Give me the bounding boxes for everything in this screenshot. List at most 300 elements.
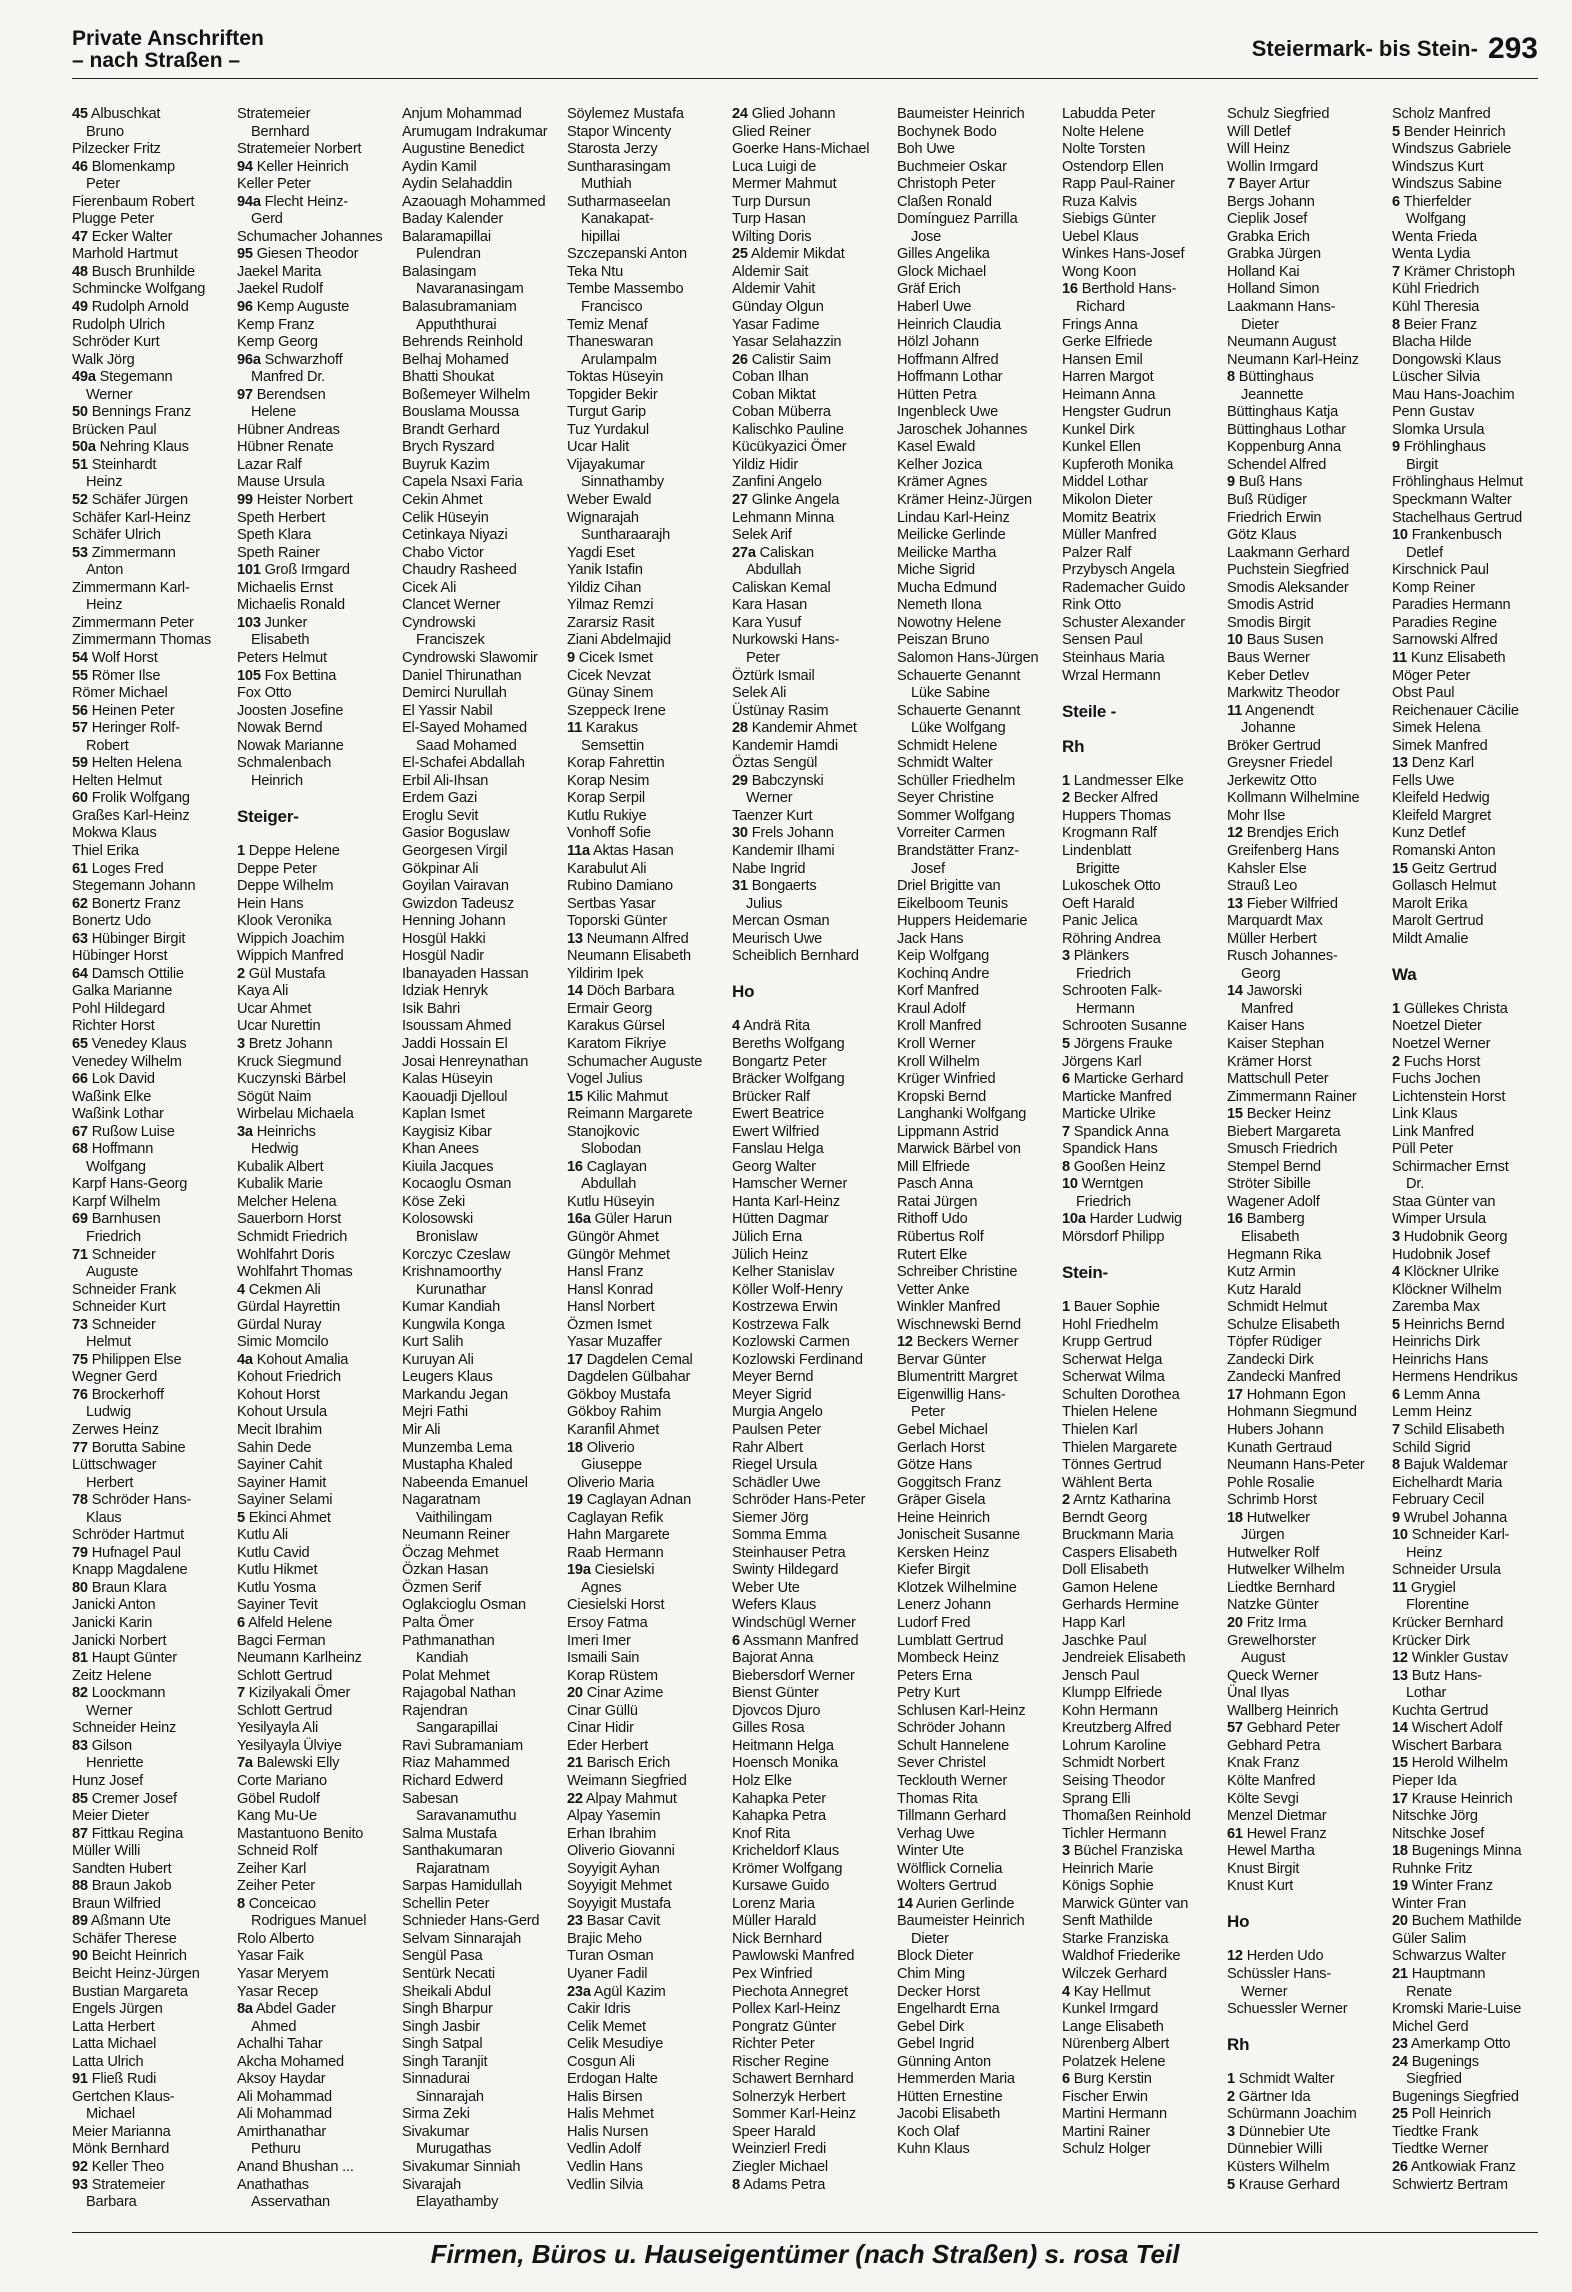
- resident-entry: 50a Nehring Klaus: [72, 439, 189, 456]
- resident-entry: Steinhaus Maria: [1062, 649, 1165, 666]
- resident-entry: Krämer Horst: [1227, 1053, 1312, 1070]
- resident-entry: 47 Ecker Walter: [72, 228, 173, 245]
- resident-entry: Bouslama Moussa: [402, 404, 520, 421]
- resident-entry: Winkes Hans-Josef: [1062, 246, 1185, 263]
- house-number: 46: [72, 158, 88, 175]
- resident-entry: Siemer Jörg: [732, 1509, 809, 1526]
- resident-entry: Büttinghaus Katja: [1227, 404, 1338, 421]
- resident-entry: Hölzl Johann: [897, 334, 979, 351]
- resident-entry: Kraul Adolf: [897, 1000, 966, 1017]
- resident-entry: Yanik Istafin: [567, 562, 643, 579]
- resident-entry: Celik Mesudiye: [567, 2036, 664, 2053]
- house-number: 96: [237, 299, 253, 316]
- house-number: 10: [1392, 1527, 1408, 1544]
- resident-entry: Sayiner Cahit: [237, 1457, 323, 1474]
- resident-entry: Schwiertz Bertram: [1392, 2176, 1508, 2193]
- resident-entry: Zaremba Max: [1392, 1299, 1480, 1316]
- resident-name-continued: Brigitte: [1076, 860, 1120, 877]
- resident-entry: Kemp Franz: [237, 316, 315, 333]
- resident-entry: Meilicke Martha: [897, 544, 997, 561]
- resident-entry: Mause Ursula: [237, 474, 325, 491]
- resident-entry: 6 Alfeld Helene: [237, 1615, 333, 1632]
- resident-entry: Wilting Doris: [732, 228, 812, 245]
- resident-name-continued: Anton: [86, 562, 124, 579]
- resident-entry: Will Heinz: [1227, 141, 1290, 158]
- resident-entry: Yasar Recep: [237, 1983, 319, 2000]
- resident-entry: Sutharmaseelan: [567, 193, 671, 210]
- resident-entry: 16 Caglayan: [567, 1158, 647, 1175]
- resident-entry: Müller Herbert: [1227, 930, 1317, 947]
- resident-entry: Janicki Karin: [72, 1615, 153, 1632]
- house-number: 6: [1392, 1386, 1400, 1403]
- directory-columns: [72, 106, 1544, 2211]
- resident-entry: Knust Birgit: [1227, 1860, 1300, 1877]
- resident-entry: 8 Adams Petra: [732, 2176, 826, 2193]
- house-number: 21: [567, 1755, 583, 1772]
- resident-entry: Reimann Margarete: [567, 1106, 693, 1123]
- resident-entry: 57 Heringer Rolf-: [72, 720, 180, 737]
- resident-entry: 53 Zimmermann: [72, 544, 176, 561]
- resident-entry: Kroll Wilhelm: [897, 1053, 980, 1070]
- resident-entry: Suntharasingam: [567, 158, 671, 175]
- resident-entry: Hohmann Siegmund: [1227, 1404, 1357, 1421]
- resident-entry: Soyyigit Ayhan: [567, 1860, 660, 1877]
- resident-entry: Siebigs Günter: [1062, 211, 1156, 228]
- resident-entry: Georg Walter: [732, 1158, 816, 1175]
- resident-entry: 16 Bamberg: [1227, 1211, 1305, 1228]
- resident-entry: Hutwelker Wilhelm: [1227, 1562, 1345, 1579]
- street-heading: Ho: [732, 982, 755, 1002]
- directory-column-6: [897, 106, 1060, 2188]
- resident-entry: 50 Bennings Franz: [72, 404, 192, 421]
- resident-entry: Bräcker Wolfgang: [732, 1071, 845, 1088]
- resident-name-continued: Elayathamby: [416, 2194, 499, 2211]
- resident-entry: Momitz Beatrix: [1062, 509, 1156, 526]
- house-number: 15: [1227, 1106, 1243, 1123]
- resident-entry: Gökboy Rahim: [567, 1404, 662, 1421]
- resident-entry: Göbel Rudolf: [237, 1790, 320, 1807]
- resident-entry: Steinhauser Petra: [732, 1544, 846, 1561]
- house-number: 27: [732, 492, 748, 509]
- resident-entry: Erhan Ibrahim: [567, 1825, 657, 1842]
- resident-entry: Jendreiek Elisabeth: [1062, 1650, 1186, 1667]
- resident-entry: Mastantuono Benito: [237, 1825, 364, 1842]
- resident-entry: Deppe Peter: [237, 860, 317, 877]
- house-number: 49: [72, 299, 88, 316]
- resident-entry: Hubers Johann: [1227, 1422, 1324, 1439]
- resident-entry: 13 Butz Hans-: [1392, 1667, 1482, 1684]
- house-number: 4: [1392, 1264, 1400, 1281]
- house-number: 92: [72, 2158, 88, 2175]
- resident-entry: 91 Fließ Rudi: [72, 2071, 157, 2088]
- resident-entry: Windszus Kurt: [1392, 158, 1484, 175]
- resident-entry: Rübertus Rolf: [897, 1229, 984, 1245]
- resident-name-continued: Vaithilingam: [416, 1509, 493, 1526]
- resident-entry: Hoensch Monika: [732, 1755, 838, 1772]
- resident-entry: Scherwat Wilma: [1062, 1369, 1165, 1386]
- resident-entry: Heinrichs Hans: [1392, 1351, 1489, 1368]
- resident-entry: Stratemeier Norbert: [237, 141, 362, 158]
- resident-entry: 10 Frankenbusch: [1392, 527, 1502, 544]
- house-number: 11: [1392, 1579, 1408, 1596]
- resident-entry: Will Detlef: [1227, 123, 1291, 140]
- resident-entry: Uyaner Fadil: [567, 1965, 648, 1982]
- resident-entry: Cetinkaya Niyazi: [402, 527, 508, 544]
- resident-entry: Puchstein Siegfried: [1227, 562, 1349, 579]
- resident-entry: Yagdi Eset: [567, 544, 635, 561]
- resident-entry: Meier Dieter: [72, 1808, 150, 1825]
- resident-entry: Vedlin Silvia: [567, 2176, 644, 2193]
- resident-name-continued: Barbara: [86, 2194, 137, 2211]
- resident-entry: Wischnewski Bernd: [897, 1316, 1021, 1333]
- house-number: 25: [732, 246, 748, 263]
- resident-entry: Arumugam Indrakumar: [402, 123, 548, 140]
- resident-entry: Sommer Karl-Heinz: [732, 2106, 856, 2123]
- resident-entry: Kricheldorf Klaus: [732, 1843, 839, 1860]
- resident-entry: Simek Manfred: [1392, 737, 1488, 754]
- resident-entry: Zandecki Manfred: [1227, 1369, 1341, 1386]
- resident-entry: Baday Kalender: [402, 211, 504, 228]
- page-footer-note: Firmen, Büros u. Hauseigentümer (nach Straßen) s. rosa Teil: [72, 2232, 1538, 2270]
- resident-entry: Eichelhardt Maria: [1392, 1474, 1503, 1491]
- house-number: 13: [1392, 755, 1408, 772]
- resident-entry: 1 Deppe Helene: [237, 842, 340, 859]
- resident-entry: 9 Fröhlinghaus: [1392, 439, 1486, 456]
- resident-entry: Fells Uwe: [1392, 772, 1455, 789]
- resident-entry: Vonhoff Sofie: [567, 825, 651, 842]
- resident-entry: Schröder Hartmut: [72, 1527, 184, 1544]
- resident-entry: Kang Mu-Ue: [237, 1808, 317, 1825]
- resident-entry: Büttinghaus Lothar: [1227, 421, 1346, 438]
- resident-entry: 49 Rudolph Arnold: [72, 299, 189, 316]
- resident-name-continued: Birgit: [1406, 456, 1439, 473]
- resident-entry: Ünal Ilyas: [1227, 1685, 1290, 1702]
- resident-entry: Ewert Wilfried: [732, 1123, 820, 1140]
- resident-name-continued: Florentine: [1406, 1597, 1469, 1614]
- resident-entry: Pathmanathan: [402, 1632, 495, 1649]
- resident-name-continued: Bernhard: [251, 123, 310, 140]
- resident-entry: Hutwelker Rolf: [1227, 1544, 1320, 1561]
- resident-entry: Hütten Ernestine: [897, 2088, 1003, 2105]
- resident-entry: 4 Klöckner Ulrike: [1392, 1264, 1499, 1281]
- resident-name-continued: Elisabeth: [251, 632, 310, 649]
- resident-entry: Knof Rita: [732, 1825, 791, 1842]
- resident-entry: Ludorf Fred: [897, 1615, 971, 1632]
- house-number: 7: [1392, 263, 1400, 280]
- resident-entry: Balasubramaniam: [402, 299, 517, 316]
- resident-entry: Windschügl Werner: [732, 1615, 856, 1632]
- resident-entry: 5 Krause Gerhard: [1227, 2176, 1340, 2193]
- house-number: 51: [72, 456, 88, 473]
- resident-entry: Aksoy Haydar: [237, 2071, 326, 2088]
- resident-entry: Rink Otto: [1062, 597, 1122, 614]
- resident-entry: Yildirim Ipek: [567, 965, 644, 982]
- resident-entry: 17 Krause Heinrich: [1392, 1790, 1513, 1807]
- resident-entry: Spandick Hans: [1062, 1141, 1158, 1158]
- resident-entry: Lüttschwager: [72, 1457, 157, 1474]
- resident-entry: Menzel Dietmar: [1227, 1808, 1327, 1825]
- resident-name-continued: Friedrich: [1076, 965, 1131, 982]
- resident-entry: Zimmermann Peter: [72, 614, 194, 631]
- resident-entry: Zeiher Karl: [237, 1860, 307, 1877]
- resident-entry: Henning Johann: [402, 913, 506, 930]
- resident-entry: Holz Elke: [732, 1772, 792, 1789]
- resident-entry: Thomaßen Reinhold: [1062, 1808, 1191, 1825]
- spacer: [1062, 755, 1225, 773]
- resident-entry: Kubalik Marie: [237, 1176, 323, 1193]
- house-number: 6: [237, 1615, 245, 1632]
- resident-entry: Sivarajah: [402, 2176, 462, 2193]
- resident-entry: Knapp Magdalene: [72, 1562, 188, 1579]
- resident-entry: Kara Hasan: [732, 597, 808, 614]
- resident-entry: Kaiser Hans: [1227, 1018, 1305, 1035]
- house-number: 95: [237, 246, 253, 263]
- resident-entry: Klumpp Elfriede: [1062, 1685, 1163, 1702]
- resident-entry: 2 Gärtner Ida: [1227, 2088, 1311, 2105]
- resident-entry: Söylemez Mustafa: [567, 106, 684, 122]
- spacer: [1227, 1896, 1390, 1914]
- house-number: 9: [567, 649, 575, 666]
- resident-entry: Goggitsch Franz: [897, 1474, 1002, 1491]
- resident-entry: 6 Assmann Manfred: [732, 1632, 859, 1649]
- resident-name-continued: Kanakapat-: [581, 211, 654, 228]
- resident-entry: Schulten Dorothea: [1062, 1386, 1180, 1403]
- resident-entry: Ismaili Sain: [567, 1650, 640, 1667]
- resident-entry: 17 Hohmann Egon: [1227, 1386, 1346, 1403]
- resident-entry: Mombeck Heinz: [897, 1650, 1000, 1667]
- resident-entry: Hegmann Rika: [1227, 1246, 1322, 1263]
- resident-name-continued: Kandiah: [416, 1650, 469, 1667]
- resident-entry: Schumacher Johannes: [237, 228, 383, 245]
- house-number: 31: [732, 878, 748, 895]
- resident-entry: Baumeister Heinrich: [897, 1913, 1025, 1930]
- resident-entry: 24 Bugenings: [1392, 2053, 1479, 2070]
- house-number: 3: [1392, 1229, 1400, 1245]
- resident-entry: Ucar Ahmet: [237, 1000, 312, 1017]
- resident-entry: Jaddi Hossain El: [402, 1035, 508, 1052]
- resident-entry: Michaelis Ronald: [237, 597, 345, 614]
- spacer: [1392, 983, 1555, 1001]
- house-number: 11: [567, 720, 583, 737]
- resident-entry: Schüssler Hans-: [1227, 1965, 1332, 1982]
- resident-entry: 54 Wolf Horst: [72, 649, 158, 666]
- house-number: 27a: [732, 544, 756, 561]
- resident-entry: Hansl Franz: [567, 1264, 644, 1281]
- house-number: 1: [1392, 1000, 1400, 1017]
- resident-entry: Schröder Kurt: [72, 334, 160, 351]
- resident-entry: Schrooten Falk-: [1062, 983, 1163, 1000]
- house-number: 65: [72, 1035, 88, 1052]
- resident-entry: Yasar Meryem: [237, 1965, 329, 1982]
- resident-entry: Nolte Helene: [1062, 123, 1144, 140]
- resident-entry: Hamscher Werner: [732, 1176, 848, 1193]
- resident-entry: 10 Baus Susen: [1227, 632, 1324, 649]
- resident-entry: Kücükyazici Ömer: [732, 439, 847, 456]
- resident-name-continued: Helene: [251, 404, 297, 421]
- resident-entry: Schulz Holger: [1062, 2141, 1151, 2158]
- resident-entry: Schulze Elisabeth: [1227, 1316, 1340, 1333]
- resident-entry: Ali Mohammad: [237, 2088, 332, 2105]
- resident-entry: Schmidt Walter: [897, 755, 993, 772]
- resident-name-continued: Jeannette: [1241, 386, 1304, 403]
- resident-entry: 7 Kizilyakali Ömer: [237, 1685, 351, 1702]
- resident-entry: Toktas Hüseyin: [567, 369, 664, 386]
- resident-entry: Kuhn Klaus: [897, 2141, 970, 2158]
- house-number: 6: [732, 1632, 740, 1649]
- resident-entry: Cinar Güllü: [567, 1702, 638, 1719]
- resident-entry: 11 Grygiel: [1392, 1579, 1456, 1596]
- resident-entry: Neumann August: [1227, 334, 1337, 351]
- house-number: 56: [72, 702, 88, 719]
- resident-entry: Djovcos Djuro: [732, 1702, 821, 1719]
- resident-entry: Kelher Stanislav: [732, 1264, 835, 1281]
- resident-entry: Kolosowski: [402, 1211, 473, 1228]
- resident-entry: 20 Buchem Mathilde: [1392, 1913, 1522, 1930]
- resident-entry: Bugenings Siegfried: [1392, 2088, 1519, 2105]
- resident-entry: Bervar Günter: [897, 1351, 987, 1368]
- house-number: 3a: [237, 1123, 253, 1140]
- street-heading: Stein-: [1062, 1263, 1109, 1283]
- resident-entry: Selek Arif: [732, 527, 792, 544]
- resident-entry: Speckmann Walter: [1392, 492, 1512, 509]
- resident-entry: 3 Bretz Johann: [237, 1035, 333, 1052]
- resident-entry: Achalhi Tahar: [237, 2036, 323, 2053]
- resident-entry: Stanojkovic: [567, 1123, 640, 1140]
- resident-entry: Dagdelen Gülbahar: [567, 1369, 691, 1386]
- resident-entry: 5 Jörgens Frauke: [1062, 1035, 1173, 1052]
- resident-entry: Smodis Birgit: [1227, 614, 1311, 631]
- resident-entry: Celik Memet: [567, 2018, 646, 2035]
- resident-entry: Janicki Anton: [72, 1597, 156, 1614]
- resident-entry: Scherwat Helga: [1062, 1351, 1163, 1368]
- resident-entry: 23 Basar Cavit: [567, 1913, 660, 1930]
- resident-entry: Neumann Hans-Peter: [1227, 1457, 1365, 1474]
- house-number: 26: [732, 351, 748, 368]
- resident-entry: Schuster Alexander: [1062, 614, 1185, 631]
- resident-entry: Meyer Bernd: [732, 1369, 814, 1386]
- house-number: 80: [72, 1579, 88, 1596]
- resident-entry: Kocaoglu Osman: [402, 1176, 512, 1193]
- resident-entry: Komp Reiner: [1392, 579, 1475, 596]
- resident-entry: 14 Aurien Gerlinde: [897, 1895, 1015, 1912]
- resident-entry: Jacobi Elisabeth: [897, 2106, 1001, 2123]
- resident-entry: 9 Cicek Ismet: [567, 649, 653, 666]
- house-number: 28: [732, 720, 748, 737]
- resident-entry: 60 Frolik Wolfgang: [72, 790, 190, 807]
- resident-entry: Ziegler Michael: [732, 2158, 828, 2175]
- resident-entry: Kunkel Dirk: [1062, 421, 1135, 438]
- resident-entry: Marhold Hartmut: [72, 246, 178, 263]
- resident-entry: 64 Damsch Ottilie: [72, 965, 184, 982]
- resident-entry: Block Dieter: [897, 1948, 974, 1965]
- house-number: 16: [1227, 1211, 1243, 1228]
- resident-entry: Hansen Emil: [1062, 351, 1143, 368]
- house-number: 55: [72, 667, 88, 684]
- resident-entry: Keller Peter: [237, 176, 311, 193]
- resident-entry: 26 Antkowiak Franz: [1392, 2158, 1516, 2175]
- resident-entry: Laakmann Hans-: [1227, 299, 1336, 316]
- house-number: 19a: [567, 1562, 591, 1579]
- resident-entry: Sever Christel: [897, 1755, 986, 1772]
- resident-entry: Krupp Gertrud: [1062, 1334, 1152, 1351]
- house-number: 12: [1392, 1650, 1408, 1667]
- house-number: 17: [567, 1351, 583, 1368]
- house-number: 3: [1227, 2123, 1235, 2140]
- resident-entry: Erbil Ali-Ihsan: [402, 772, 489, 789]
- resident-entry: Peters Helmut: [237, 649, 327, 666]
- house-number: 59: [72, 755, 88, 772]
- resident-entry: Lohrum Karoline: [1062, 1737, 1167, 1754]
- resident-entry: Halis Birsen: [567, 2088, 643, 2105]
- resident-entry: Schnieder Hans-Gerd: [402, 1913, 540, 1930]
- resident-entry: Mucha Edmund: [897, 579, 997, 596]
- resident-entry: Öztas Sengül: [732, 755, 818, 772]
- resident-entry: Idziak Henryk: [402, 983, 488, 1000]
- resident-entry: 20 Fritz Irma: [1227, 1615, 1307, 1632]
- resident-entry: Kahapka Petra: [732, 1808, 826, 1825]
- resident-entry: Harren Margot: [1062, 369, 1154, 386]
- resident-entry: Huppers Heidemarie: [897, 913, 1028, 930]
- house-number: 25: [1392, 2106, 1408, 2123]
- resident-entry: 5 Bender Heinrich: [1392, 123, 1506, 140]
- resident-name-continued: Suntharaarajh: [581, 527, 671, 544]
- resident-entry: Khan Anees: [402, 1141, 479, 1158]
- resident-entry: Vetter Anke: [897, 1281, 970, 1298]
- resident-entry: Wohlfahrt Doris: [237, 1246, 335, 1263]
- resident-entry: Singh Bharpur: [402, 2001, 493, 2018]
- resident-entry: Strauß Leo: [1227, 878, 1298, 895]
- resident-entry: Güngör Mehmet: [567, 1246, 670, 1263]
- resident-entry: 19a Ciesielski: [567, 1562, 655, 1579]
- resident-entry: Rolo Alberto: [237, 1930, 315, 1947]
- resident-entry: Vijayakumar: [567, 456, 645, 473]
- resident-entry: Yasar Faik: [237, 1948, 304, 1965]
- house-number: 17: [1227, 1386, 1243, 1403]
- house-number: 20: [1227, 1615, 1243, 1632]
- resident-entry: Sinnadurai: [402, 2071, 470, 2088]
- resident-entry: Isoussam Ahmed: [402, 1018, 512, 1035]
- resident-entry: Eigenwillig Hans-: [897, 1386, 1006, 1403]
- page-number: 293: [1487, 32, 1538, 65]
- resident-entry: Bruckmann Maria: [1062, 1527, 1174, 1544]
- resident-entry: Szczepanski Anton: [567, 246, 687, 263]
- resident-entry: Sommer Wolfgang: [897, 807, 1015, 824]
- resident-entry: Wohlfahrt Thomas: [237, 1264, 353, 1281]
- house-number: 77: [72, 1439, 88, 1456]
- house-number: 2: [1062, 790, 1070, 807]
- resident-entry: Bereths Wolfgang: [732, 1035, 845, 1052]
- resident-entry: Zerwes Heinz: [72, 1422, 159, 1439]
- resident-entry: 3a Heinrichs: [237, 1123, 316, 1140]
- resident-entry: Singh Satpal: [402, 2036, 483, 2053]
- resident-entry: 65 Venedey Klaus: [72, 1035, 187, 1052]
- resident-entry: Rubino Damiano: [567, 878, 673, 895]
- resident-entry: 103 Junker: [237, 614, 308, 631]
- house-number: 14: [567, 983, 583, 1000]
- house-number: 15: [1392, 1755, 1408, 1772]
- resident-name-continued: Michael: [86, 2106, 135, 2123]
- house-number: 105: [237, 667, 261, 684]
- resident-name-continued: Bronislaw: [416, 1229, 478, 1245]
- resident-entry: Keber Detlev: [1227, 667, 1309, 684]
- resident-entry: Braun Wilfried: [72, 1895, 161, 1912]
- resident-entry: Obst Paul: [1392, 685, 1455, 702]
- resident-entry: Oliverio Maria: [567, 1474, 655, 1491]
- resident-entry: Seising Theodor: [1062, 1772, 1166, 1789]
- resident-entry: 21 Barisch Erich: [567, 1755, 671, 1772]
- resident-entry: Korczyc Czeslaw: [402, 1246, 511, 1263]
- resident-entry: 93 Stratemeier: [72, 2176, 165, 2193]
